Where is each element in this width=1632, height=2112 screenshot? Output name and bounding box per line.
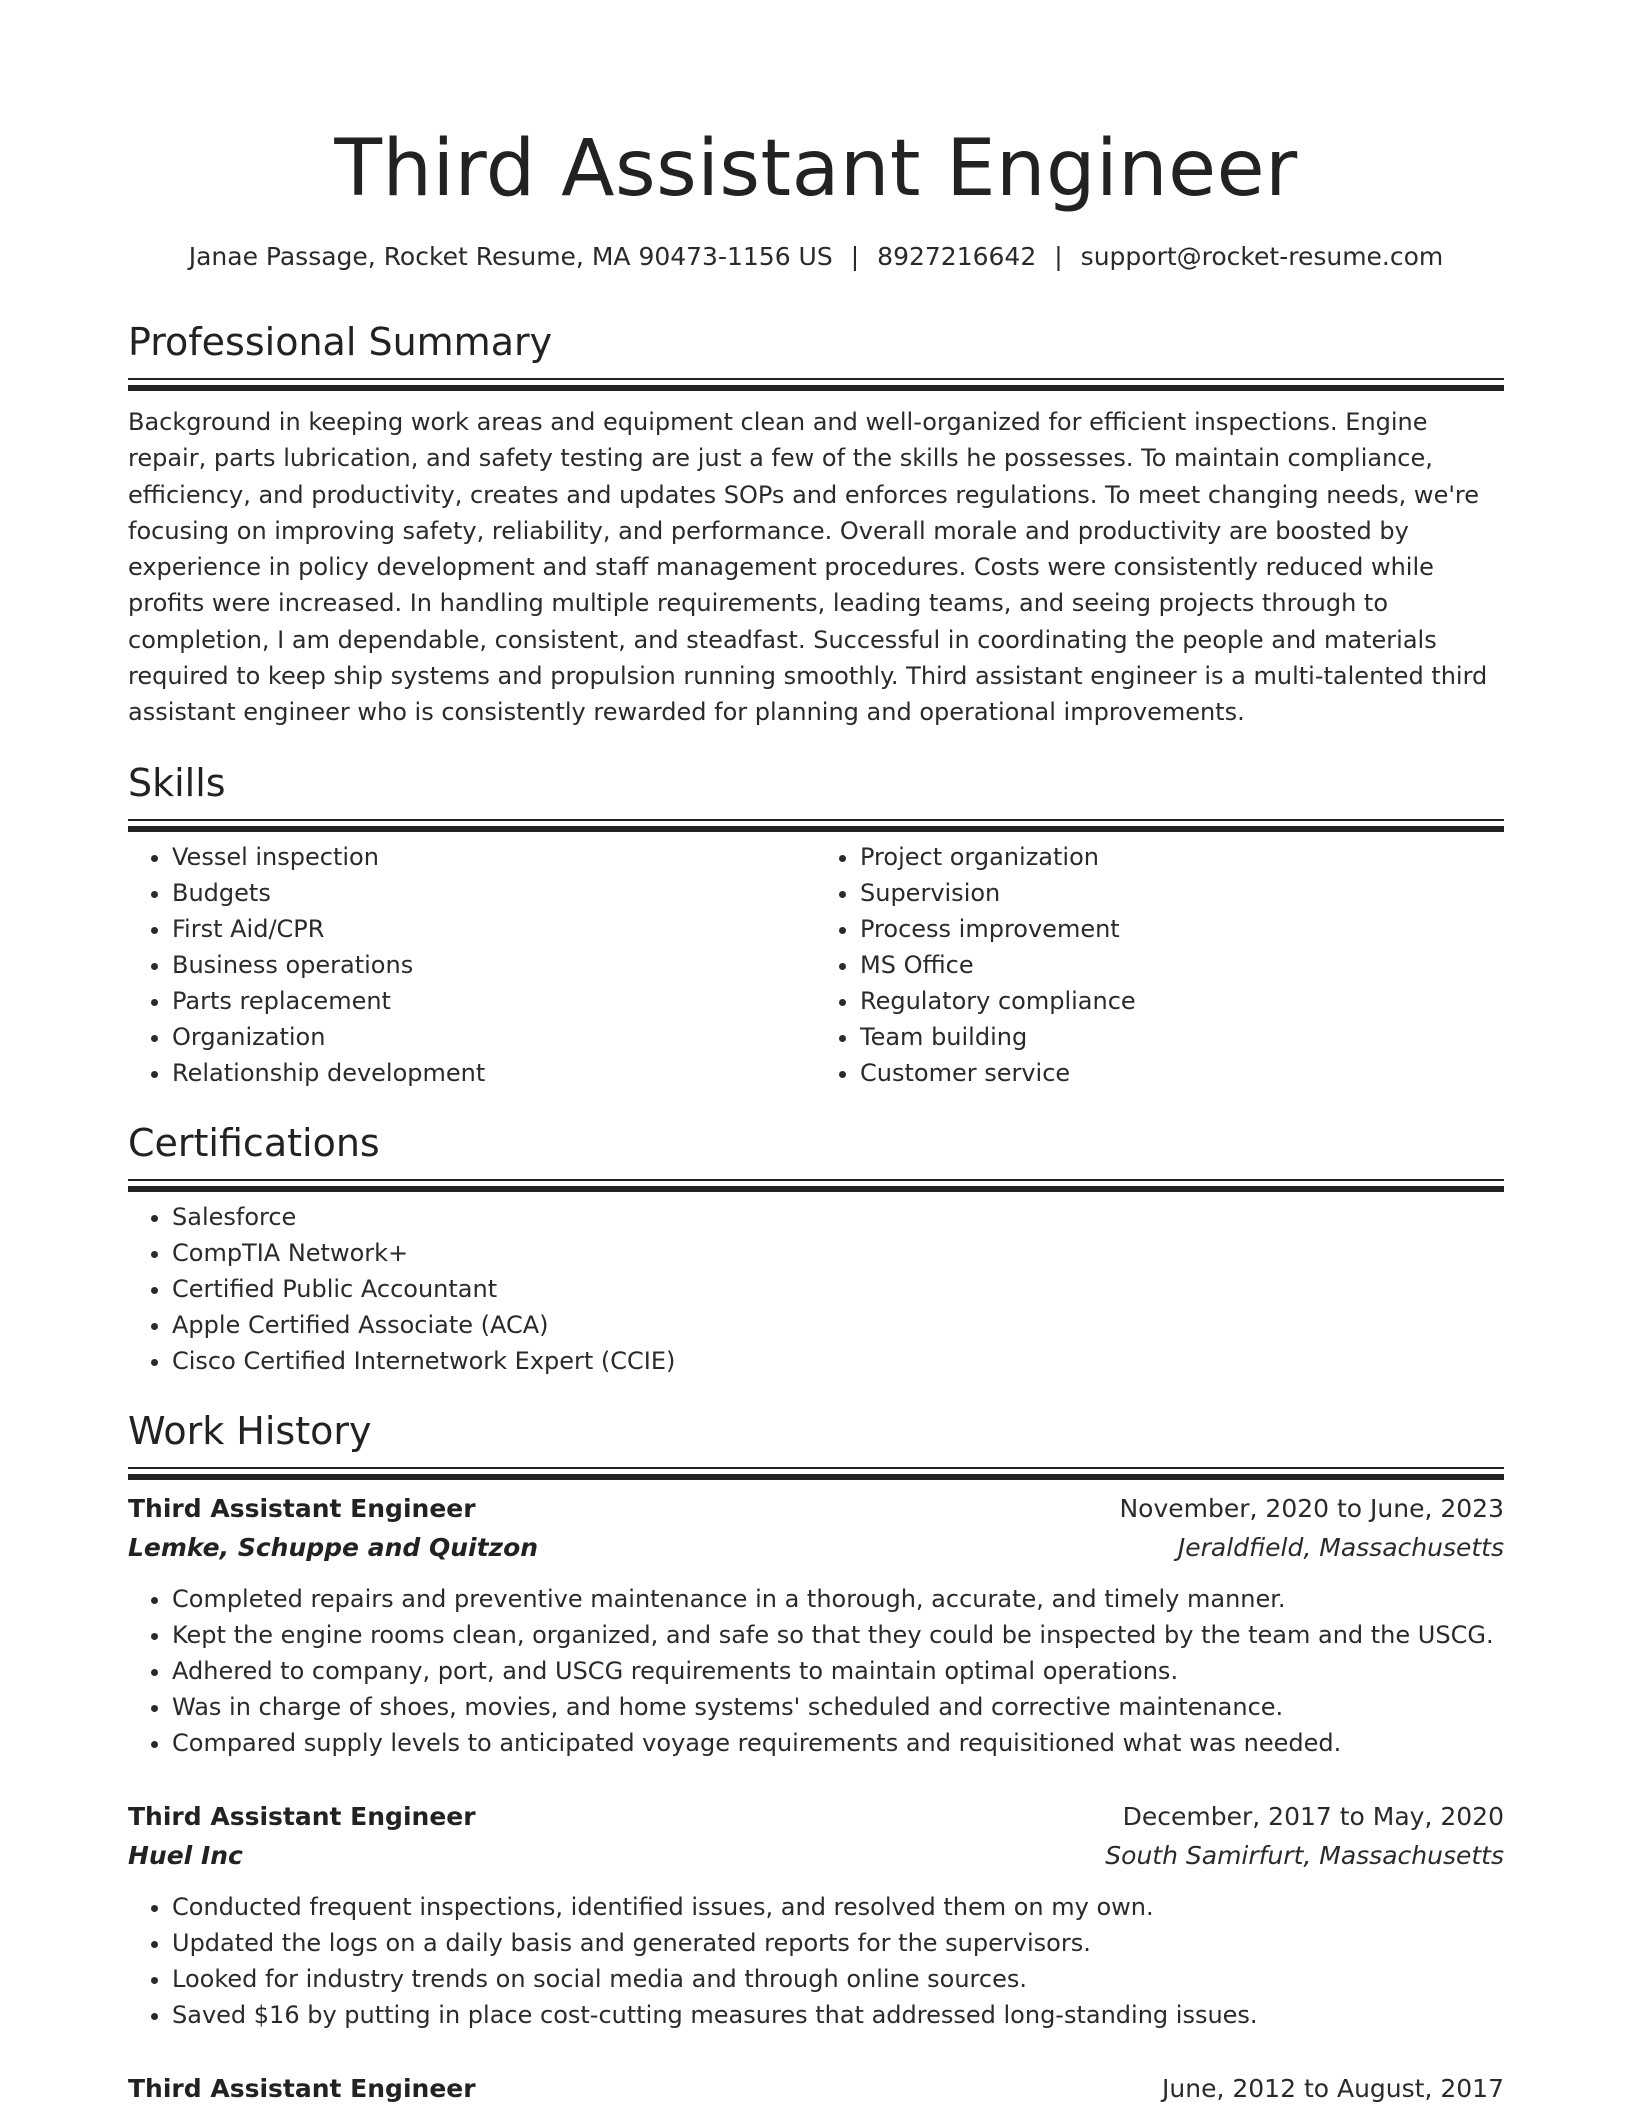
certification-item: • Cisco Certified Internetwork Expert (CCIE)	[172, 1343, 1504, 1379]
job-bullet: • Completed repairs and preventive maintenance in a thorough, accurate, and timely manner.	[172, 1581, 1504, 1617]
skill-item: • Parts replacement	[172, 983, 816, 1019]
job-bullet: • Kept the engine rooms clean, organized, and safe so that they could be inspected by the team and the USCG.	[172, 1617, 1504, 1653]
job-bullets	[128, 1581, 1504, 1761]
section-divider	[128, 1179, 1504, 1181]
jobs-list	[128, 1489, 1504, 2108]
skill-item: • MS Office	[860, 947, 1504, 983]
job-company: Huel Inc	[128, 1840, 243, 1870]
job-header-row	[128, 1489, 1504, 1528]
job-dates: June, 2012 to August, 2017	[1162, 2073, 1504, 2103]
certifications-list	[128, 1199, 1504, 1379]
job-bullet: • Saved $16 by putting in place cost-cutting measures that addressed long-standing issues.	[172, 1997, 1504, 2033]
job-company: Lemke, Schuppe and Quitzon	[128, 1532, 539, 1562]
job-bullet: • Updated the logs on a daily basis and generated reports for the supervisors.	[172, 1925, 1504, 1961]
summary-section	[128, 318, 1504, 731]
job-bullet: • Looked for industry trends on social media and through online sources.	[172, 1961, 1504, 1997]
job-bullet: • Adhered to company, port, and USCG requirements to maintain optimal operations.	[172, 1653, 1504, 1689]
job-title: Third Assistant Engineer	[128, 2073, 476, 2103]
job-entry	[128, 1489, 1504, 1761]
certification-item: • CompTIA Network+	[172, 1235, 1504, 1271]
skill-item: • Process improvement	[860, 911, 1504, 947]
skill-item: • Business operations	[172, 947, 816, 983]
contact-email: support@rocket-resume.com	[1080, 242, 1444, 271]
job-location: South Samirfurt, Massachusetts	[1105, 1840, 1504, 1870]
skill-item: • Regulatory compliance	[860, 983, 1504, 1019]
job-bullet: • Conducted frequent inspections, identified issues, and resolved them on my own.	[172, 1889, 1504, 1925]
job-location: Jeraldfield, Massachusetts	[1177, 1532, 1504, 1562]
job-entry	[128, 2069, 1504, 2108]
certifications-section	[128, 1119, 1504, 1379]
certification-item: • Certified Public Accountant	[172, 1271, 1504, 1307]
skill-item: • Supervision	[860, 875, 1504, 911]
skills-section	[128, 759, 1504, 1091]
job-dates: December, 2017 to May, 2020	[1122, 1801, 1504, 1831]
skill-item: • Vessel inspection	[172, 839, 816, 875]
section-title: Certifications	[128, 1120, 380, 1165]
job-dates: November, 2020 to June, 2023	[1119, 1493, 1504, 1523]
contact-address: Janae Passage, Rocket Resume, MA 90473-1156 US	[188, 242, 833, 271]
section-title: Skills	[128, 760, 226, 805]
job-title: Third Assistant Engineer	[128, 1801, 476, 1831]
skill-item: • Project organization	[860, 839, 1504, 875]
job-bullets	[128, 1889, 1504, 2033]
section-divider	[128, 819, 1504, 821]
section-title: Professional Summary	[128, 320, 553, 364]
skills-left-list	[128, 839, 816, 1091]
job-bullet: • Was in charge of shoes, movies, and home systems' scheduled and corrective maintenance.	[172, 1689, 1504, 1725]
skill-item: • First Aid/CPR	[172, 911, 816, 947]
certification-item: • Apple Certified Associate (ACA)	[172, 1307, 1504, 1343]
section-divider	[128, 378, 1504, 380]
summary-text: Background in keeping work areas and equipment clean and well-organized for efficient inspections. Engine repair, parts lubrication, and safety testing are just a few of the skills he possesses. To maintain compliance, efficiency, and productivity, creates and updates SOPs and enforces regulations. To meet changing needs, we're focusing on improving safety, reliability, and performance. Overall morale and productivity are boosted by experience in policy development and staff management procedures. Costs were consistently reduced while profits were increased. In handling multiple requirements, leading teams, and seeing projects through to completion, I am dependable, consistent, and steadfast. Successful in coordinating the people and materials required to keep ship systems and propulsion running smoothly. Third assistant engineer is a multi-talented third assistant engineer who is consistently rewarded for planning and operational improvements.	[128, 408, 1488, 727]
skills-right-list	[816, 839, 1504, 1091]
section-title: Work History	[128, 1408, 372, 1453]
skill-item: • Organization	[172, 1019, 816, 1055]
skills-columns	[128, 839, 1504, 1091]
candidate-name: Third Assistant Engineer	[334, 124, 1298, 214]
job-header-row	[128, 2069, 1504, 2108]
resume-page	[128, 0, 1504, 2108]
job-title: Third Assistant Engineer	[128, 1493, 476, 1523]
skill-item: • Relationship development	[172, 1055, 816, 1091]
job-company-row	[128, 1528, 1504, 1567]
section-divider	[128, 1467, 1504, 1469]
job-header-row	[128, 1797, 1504, 1836]
job-bullet: • Compared supply levels to anticipated voyage requirements and requisitioned what was needed.	[172, 1725, 1504, 1761]
skill-item: • Budgets	[172, 875, 816, 911]
job-entry	[128, 1797, 1504, 2033]
skill-item: • Customer service	[860, 1055, 1504, 1091]
work-history-section	[128, 1407, 1504, 2108]
certification-item: • Salesforce	[172, 1199, 1504, 1235]
skill-item: • Team building	[860, 1019, 1504, 1055]
contact-phone: 8927216642	[877, 242, 1037, 271]
contact-separator: |	[850, 242, 860, 271]
contact-separator: |	[1054, 242, 1063, 271]
contact-line	[128, 240, 1504, 274]
job-company-row	[128, 1836, 1504, 1875]
